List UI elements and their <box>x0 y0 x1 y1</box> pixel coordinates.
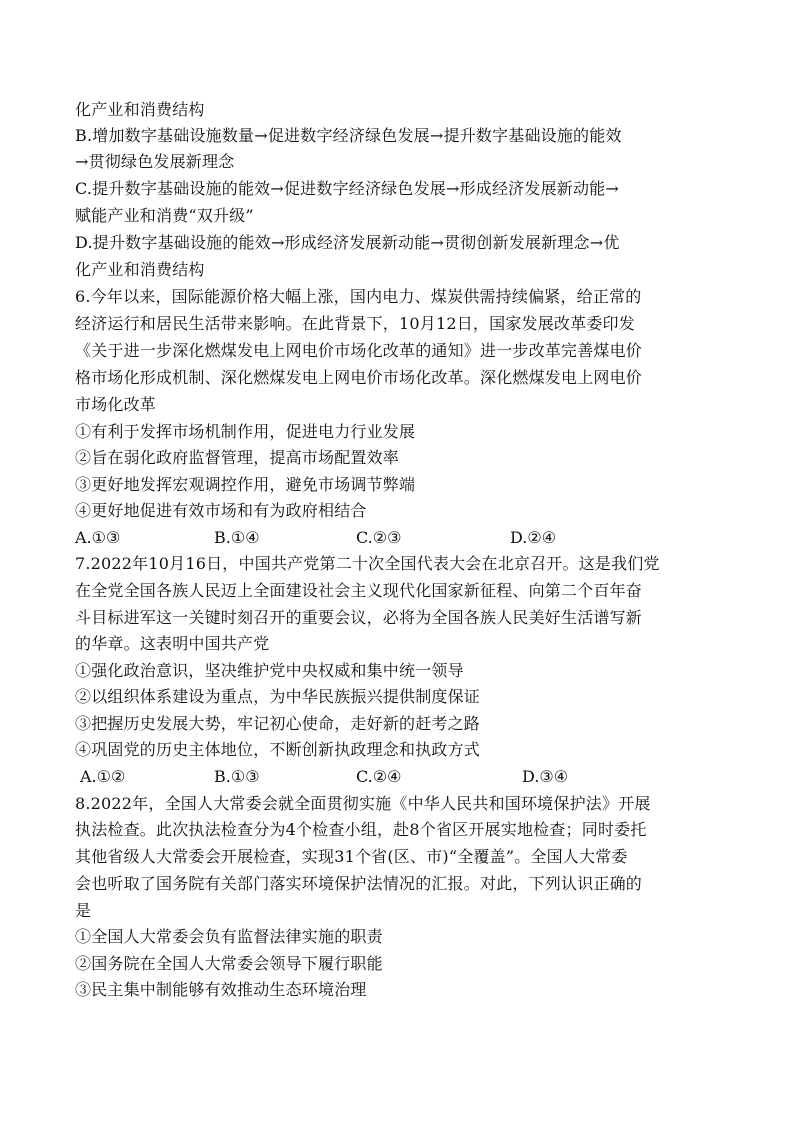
q6-option-b: B.①④ <box>214 528 260 547</box>
q5-option-d-line2: 化产业和消费结构 <box>75 260 205 279</box>
q8-stem-line2: 执法检查。此次执法检查分为4个检查小组，赴8个省区开展实地检查；同时委托 <box>75 820 647 839</box>
q6-option-d: D.②④ <box>510 528 557 547</box>
q5-option-b-line1: B.增加数字基础设施数量→促进数字经济绿色发展→提升数字基础设施的能效 <box>75 126 622 145</box>
q7-option-c: C.②④ <box>356 767 402 786</box>
q8-stem-line4: 会也听取了国务院有关部门落实环境保护法情况的汇报。对此，下列认识正确的 <box>75 874 643 893</box>
q5-option-c-line2: 赋能产业和消费“双升级” <box>75 206 254 225</box>
q5-option-d-line1: D.提升数字基础设施的能效→形成经济发展新动能→贯彻创新发展新理念→优 <box>75 233 620 252</box>
q8-stem-line5: 是 <box>75 901 92 920</box>
q7-statement-1: ①强化政治意识，坚决维护党中央权威和集中统一领导 <box>75 661 464 680</box>
q7-stem-line2: 在全党全国各族人民迈上全面建设社会主义现代化国家新征程、向第二个百年奋 <box>75 581 643 600</box>
q6-stem-line1: 6.今年以来，国际能源价格大幅上涨，国内电力、煤炭供需持续偏紧，给正常的 <box>75 287 642 306</box>
q6-statement-3: ③更好地发挥宏观调控作用，避免市场调节弊端 <box>75 475 416 494</box>
q7-stem-line4: 的华章。这表明中国共产党 <box>75 634 270 653</box>
q5-option-a-continuation: 化产业和消费结构 <box>75 100 205 119</box>
q7-statement-4: ④巩固党的历史主体地位，不断创新执政理念和执政方式 <box>75 740 481 759</box>
q8-statement-1: ①全国人大常委会负有监督法律实施的职责 <box>75 927 383 946</box>
q6-statement-1: ①有利于发挥市场机制作用，促进电力行业发展 <box>75 422 416 441</box>
q6-stem-line5: 市场化改革 <box>75 395 157 414</box>
q6-option-a: A.①③ <box>75 528 121 547</box>
q8-statement-2: ②国务院在全国人大常委会领导下履行职能 <box>75 954 383 973</box>
q7-stem-line1: 7.2022年10月16日，中国共产党第二十次全国代表大会在北京召开。这是我们党 <box>75 554 660 573</box>
q6-statement-2: ②旨在弱化政府监督管理，提高市场配置效率 <box>75 448 400 467</box>
q7-option-a: A.①② <box>80 767 126 786</box>
q6-statement-4: ④更好地促进有效市场和有为政府相结合 <box>75 501 367 520</box>
q7-statement-3: ③把握历史发展大势，牢记初心使命，走好新的赶考之路 <box>75 714 481 733</box>
q7-stem-line3: 斗目标进军这一关键时刻召开的重要会议，必将为全国各族人民美好生活谱写新 <box>75 608 643 627</box>
q5-option-c-line1: C.提升数字基础设施的能效→促进数字经济绿色发展→形成经济发展新动能→ <box>75 179 619 198</box>
q6-stem-line4: 格市场化形成机制、深化燃煤发电上网电价市场化改革。深化燃煤发电上网电价 <box>75 368 643 387</box>
q7-option-b: B.①③ <box>214 767 260 786</box>
q6-option-c: C.②③ <box>356 528 402 547</box>
q8-stem-line1: 8.2022年，全国人大常委会就全面贯彻实施《中华人民共和国环境保护法》开展 <box>75 794 651 813</box>
q7-statement-2: ②以组织体系建设为重点，为中华民族振兴提供制度保证 <box>75 687 481 706</box>
q7-option-d: D.③④ <box>522 767 569 786</box>
q8-stem-line3: 其他省级人大常委会开展检查，实现31个省(区、市)“全覆盖”。全国人大常委 <box>75 847 628 866</box>
q6-stem-line2: 经济运行和居民生活带来影响。在此背景下，10月12日，国家发展改革委印发 <box>75 314 635 333</box>
q5-option-b-line2: →贯彻绿色发展新理念 <box>75 152 235 171</box>
q6-stem-line3: 《关于进一步深化燃煤发电上网电价市场化改革的通知》进一步改革完善煤电价 <box>75 341 643 360</box>
q8-statement-3: ③民主集中制能够有效推动生态环境治理 <box>75 980 367 999</box>
